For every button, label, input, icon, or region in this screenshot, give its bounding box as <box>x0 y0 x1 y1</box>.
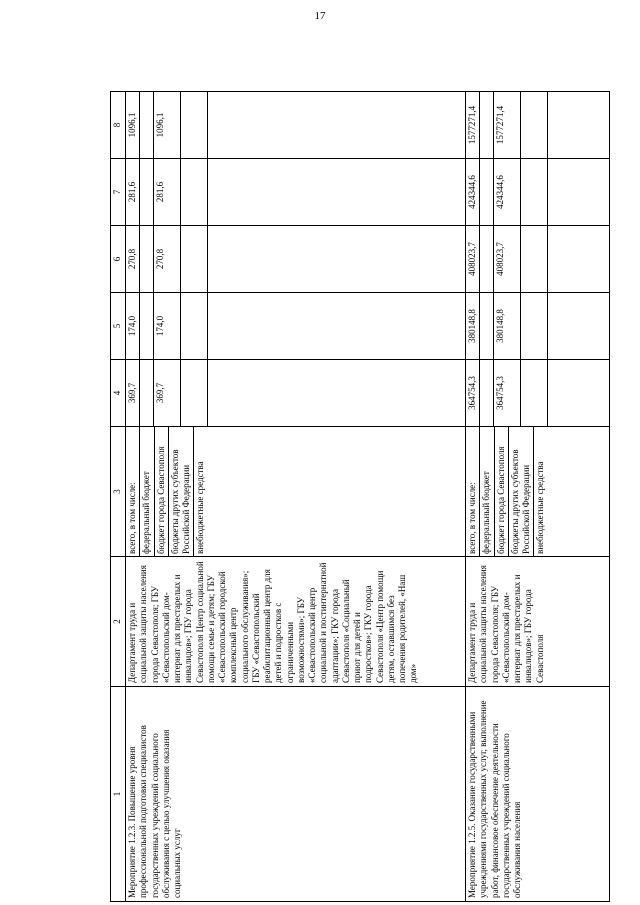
value-city: 364754,3 <box>494 360 521 426</box>
header-col-4: 4 <box>111 360 126 427</box>
header-col-2: 2 <box>111 557 126 687</box>
value-total: 408023,7 <box>466 226 480 292</box>
value-extrabudget <box>208 159 465 225</box>
header-col-5: 5 <box>111 293 126 360</box>
value-federal <box>480 159 494 225</box>
value-city: 369,7 <box>154 360 181 426</box>
col8-cell <box>466 92 610 159</box>
source-total: всего, в том числе: <box>466 427 480 556</box>
value-extrabudget <box>548 92 609 158</box>
header-row <box>111 92 126 902</box>
value-total: 364754,3 <box>466 360 480 426</box>
value-other-regions <box>521 293 548 359</box>
source-other-regions: бюджеты других субъектов Российской Федерации <box>509 427 535 556</box>
value-extrabudget <box>548 293 609 359</box>
value-city: 1096,1 <box>154 92 181 158</box>
value-federal <box>480 226 494 292</box>
measure-cell: Мероприятие 1.2.3. Повышение уровня профессиональной подготовки специалистов государственных учреждений социального обслуживания с целью улучшения оказания социальных услуг <box>126 687 466 902</box>
value-total: 1577271,4 <box>466 92 480 158</box>
value-total: 369,7 <box>126 360 140 426</box>
value-total: 380148,8 <box>466 293 480 359</box>
value-total: 424344,6 <box>466 159 480 225</box>
value-extrabudget <box>548 360 609 426</box>
header-col-1: 1 <box>111 687 126 902</box>
value-federal <box>140 92 154 158</box>
header-col-6: 6 <box>111 226 126 293</box>
value-federal <box>140 360 154 426</box>
value-city: 380148,8 <box>494 293 521 359</box>
col6-cell <box>466 226 610 293</box>
value-federal <box>480 293 494 359</box>
page-number: 17 <box>314 10 326 22</box>
value-extrabudget <box>208 226 465 292</box>
value-city: 174,0 <box>154 293 181 359</box>
col8-cell <box>126 92 466 159</box>
source-federal: федеральный бюджет <box>140 427 154 556</box>
table-row <box>466 92 610 902</box>
col6-cell <box>126 226 466 293</box>
sources-cell <box>466 427 610 557</box>
value-extrabudget <box>208 92 465 158</box>
table-row <box>126 92 466 902</box>
source-extrabudget: внебюджетные средства <box>195 461 206 554</box>
value-other-regions <box>521 360 548 426</box>
sources-cell <box>126 427 466 557</box>
sources-list <box>466 427 609 556</box>
source-other-regions: бюджеты других субъектов Российской Федерации <box>169 427 195 556</box>
value-federal <box>140 293 154 359</box>
source-city: бюджет города Севастополя <box>495 427 509 556</box>
value-other-regions <box>181 226 208 292</box>
col7-cell <box>466 159 610 226</box>
value-other-regions <box>181 360 208 426</box>
col4-cell <box>126 360 466 427</box>
value-city: 281,6 <box>154 159 181 225</box>
value-total: 281,6 <box>126 159 140 225</box>
col4-cell <box>466 360 610 427</box>
value-total: 174,0 <box>126 293 140 359</box>
value-other-regions <box>521 159 548 225</box>
sources-list <box>126 427 465 556</box>
value-extrabudget <box>208 293 465 359</box>
value-extrabudget <box>548 226 609 292</box>
col5-cell <box>126 293 466 360</box>
value-other-regions <box>181 92 208 158</box>
value-total: 1096,1 <box>126 92 140 158</box>
value-other-regions <box>521 92 548 158</box>
budget-table <box>110 91 610 902</box>
header-col-7: 7 <box>111 159 126 226</box>
source-total: всего, в том числе: <box>126 427 140 556</box>
col7-cell <box>126 159 466 226</box>
executors-cell: Департамент труда и социальной защиты населения города Севастополя; ГБУ «Севастопольский дом-интернат для престарелых и инвалидов»; ГБУ города Севастополя <box>466 557 610 687</box>
value-federal <box>480 92 494 158</box>
source-city: бюджет города Севастополя <box>155 427 169 556</box>
header-col-8: 8 <box>111 92 126 159</box>
value-city: 408023,7 <box>494 226 521 292</box>
source-extrabudget: внебюджетные средства <box>535 461 546 554</box>
header-col-3: 3 <box>111 427 126 557</box>
value-extrabudget <box>208 360 465 426</box>
value-federal <box>140 226 154 292</box>
source-federal: федеральный бюджет <box>480 427 494 556</box>
value-federal <box>140 159 154 225</box>
value-other-regions <box>181 159 208 225</box>
value-total: 270,8 <box>126 226 140 292</box>
value-city: 270,8 <box>154 226 181 292</box>
value-other-regions <box>521 226 548 292</box>
rotated-table-container <box>110 92 610 902</box>
value-other-regions <box>181 293 208 359</box>
measure-cell: Мероприятие 1.2.5. Оказание государственными учреждениями государственных услуг, выполнение работ, финансовое обеспечение деятельности государственных учреждений социального обслуживания населения <box>466 687 610 902</box>
executors-cell: Департамент труда и социальной защиты населения города Севастополя; ГБУ «Севастопольский дом-интернат для престарелых и инвалидов»; ГБУ города Севастополя Центр социальной помощи семье и детям; ГБУ «Севастопольский городской комплексный центр социального обслуживания»; ГБУ «Севастопольский реабилитационный центр для детей и подростков с ограниченными возможностями»; ГБУ «Севастопольский центр социальной и постинтернатной адаптации»; ГКУ города Севастополя «Социальный приют для детей и подростков»; ГКУ города Севастополя «Центр помощи детям, оставшимся без попечения родителей, «Наш дом» <box>126 557 466 687</box>
value-city: 1577271,4 <box>494 92 521 158</box>
value-extrabudget <box>548 159 609 225</box>
value-federal <box>480 360 494 426</box>
value-city: 424344,6 <box>494 159 521 225</box>
col5-cell <box>466 293 610 360</box>
